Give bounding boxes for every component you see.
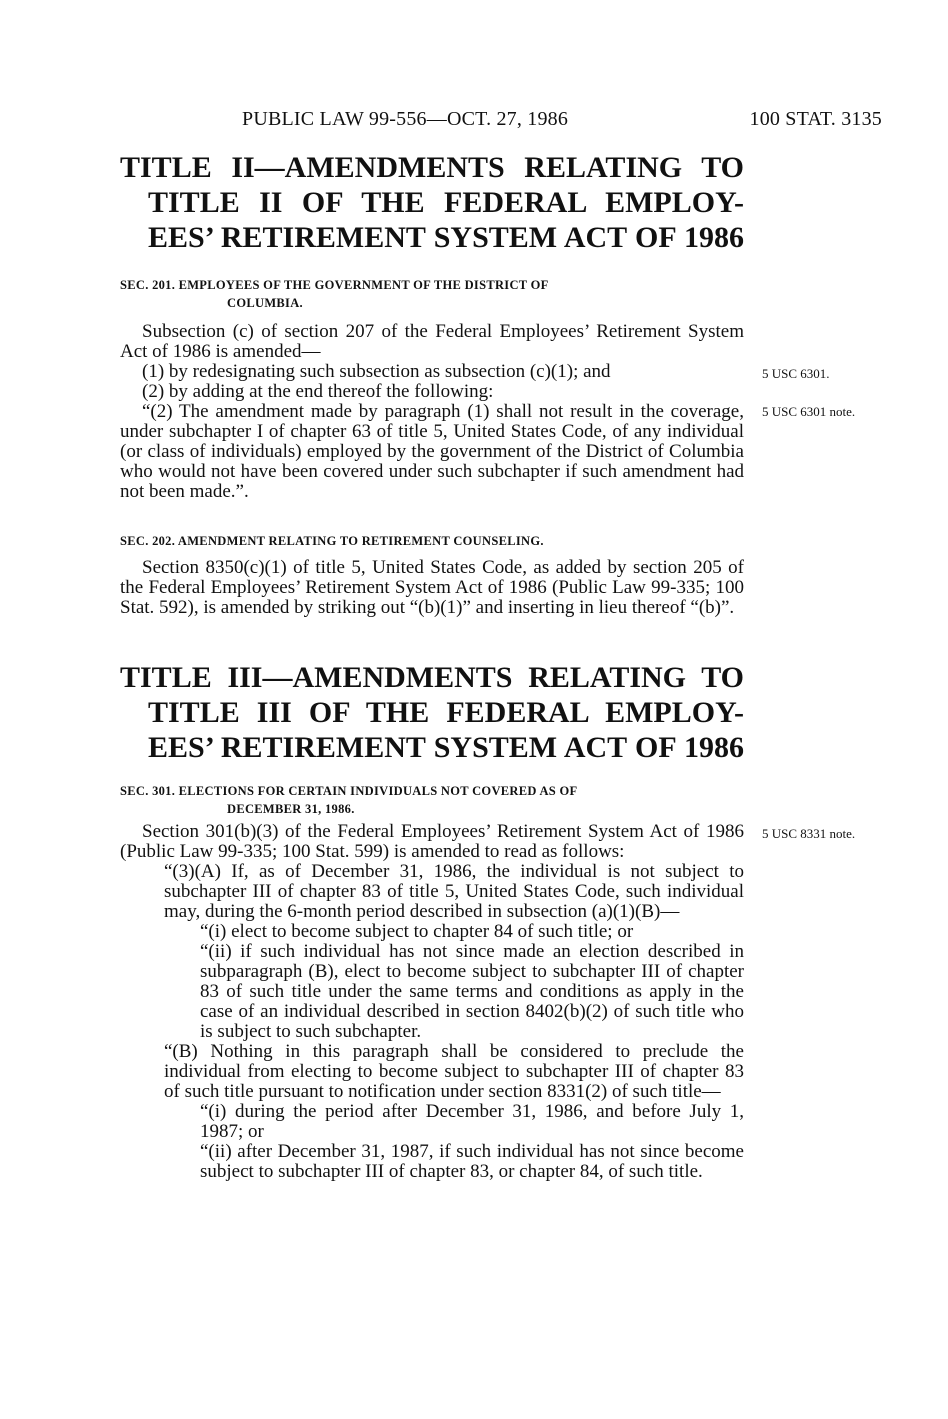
title-iii-line-2: TITLE III OF THE FEDERAL EMPLOY-	[148, 696, 744, 729]
sec-301-para-a-ii-text: “(ii) if such individual has not since made an election described in subparagraph (B), elect to become subject to subchapter III of chapter 83 of such title under the same terms and conditions as apply in the case of an individual described in section 8402(b)(2) of such title who is subject to such subchapter.	[200, 941, 744, 1042]
sec-301-body	[120, 822, 744, 1182]
sec-301-heading-line-2: DECEMBER 31, 1986.	[227, 802, 355, 816]
sec-202-body	[120, 558, 744, 618]
sec-201-item-2: (2) by adding at the end thereof the following:	[142, 381, 494, 402]
sec-301-para-a	[120, 862, 744, 922]
sec-301-para-b-ii	[120, 1142, 744, 1182]
sec-201-heading-line-1: SEC. 201. EMPLOYEES OF THE GOVERNMENT OF THE DISTRICT OF	[120, 278, 549, 292]
sec-201-intro: Subsection (c) of section 207 of the Federal Employees’ Retirement System Act of 1986 is amended—	[120, 321, 744, 362]
sec-301-para-a-text: “(3)(A) If, as of December 31, 1986, the individual is not subject to subchapter III of chapter 83 of title 5, United States Code, such individual may, during the 6-month period described in subsection (a)(1)(B)—	[164, 861, 744, 922]
margin-note-5-usc-8331-note: 5 USC 8331 note.	[762, 826, 856, 841]
sec-301-para-a-i-text: “(i) elect to become subject to chapter 84 of such title; or	[200, 921, 634, 942]
sec-202-heading: SEC. 202. AMENDMENT RELATING TO RETIREMENT COUNSELING.	[120, 534, 544, 548]
title-ii-heading	[120, 150, 744, 255]
sec-201-item-1: (1) by redesignating such subsection as subsection (c)(1); and	[142, 361, 611, 382]
sec-201-quote: “(2) The amendment made by paragraph (1) shall not result in the coverage, under subchapter I of chapter 63 of title 5, United States Code, of any individual (or class of individuals) employed by the government of the District of Columbia who would not have been covered under such subchapter if such amendment had not been made.”.	[120, 401, 744, 502]
sec-301-para-b-i-text: “(i) during the period after December 31, 1986, and before July 1, 1987; or	[200, 1101, 744, 1142]
sec-301-heading-line-1: SEC. 301. ELECTIONS FOR CERTAIN INDIVIDUALS NOT COVERED AS OF	[120, 784, 578, 798]
title-ii-line-3: EES’ RETIREMENT SYSTEM ACT OF 1986	[148, 221, 744, 254]
sec-301-heading	[120, 782, 744, 818]
margin-note-5-usc-6301-note: 5 USC 6301 note.	[762, 404, 856, 419]
title-ii-line-1: TITLE II—AMENDMENTS RELATING TO	[120, 151, 744, 184]
sec-301-para-a-i	[120, 922, 744, 942]
sec-301-para-b-text: “(B) Nothing in this paragraph shall be considered to preclude the individual from electing to become subject to subchapter III of chapter 83 of such title pursuant to notification under section 8331(2) of such title—	[164, 1041, 744, 1102]
title-iii-heading	[120, 660, 744, 765]
sec-202-text: Section 8350(c)(1) of title 5, United States Code, as added by section 205 of the Federal Employees’ Retirement System Act of 1986 (Public Law 99-335; 100 Stat. 592), is amended by striking out “(b)(1)” and inserting in lieu thereof “(b)”.	[120, 557, 744, 618]
sec-301-para-a-ii	[120, 942, 744, 1042]
running-head-stat: 100 STAT. 3135	[749, 108, 882, 130]
sec-201-heading-line-2: COLUMBIA.	[227, 296, 303, 310]
title-iii-line-3: EES’ RETIREMENT SYSTEM ACT OF 1986	[148, 731, 744, 764]
title-ii-line-2: TITLE II OF THE FEDERAL EMPLOY-	[148, 186, 744, 219]
sec-201-heading	[120, 276, 744, 312]
title-iii-line-1: TITLE III—AMENDMENTS RELATING TO	[120, 661, 744, 694]
sec-301-intro: Section 301(b)(3) of the Federal Employees’ Retirement System Act of 1986 (Public Law 99-335; 100 Stat. 599) is amended to read as follows:	[120, 821, 744, 862]
running-head-law: PUBLIC LAW 99-556—OCT. 27, 1986	[242, 108, 569, 130]
sec-301-para-b-ii-text: “(ii) after December 31, 1987, if such individual has not since become subject to subchapter III of chapter 83, or chapter 84, of such title.	[200, 1141, 744, 1182]
sec-301-para-b-i	[120, 1102, 744, 1142]
sec-301-para-b	[120, 1042, 744, 1102]
margin-note-5-usc-6301: 5 USC 6301.	[762, 366, 830, 381]
sec-201-body	[120, 322, 744, 502]
